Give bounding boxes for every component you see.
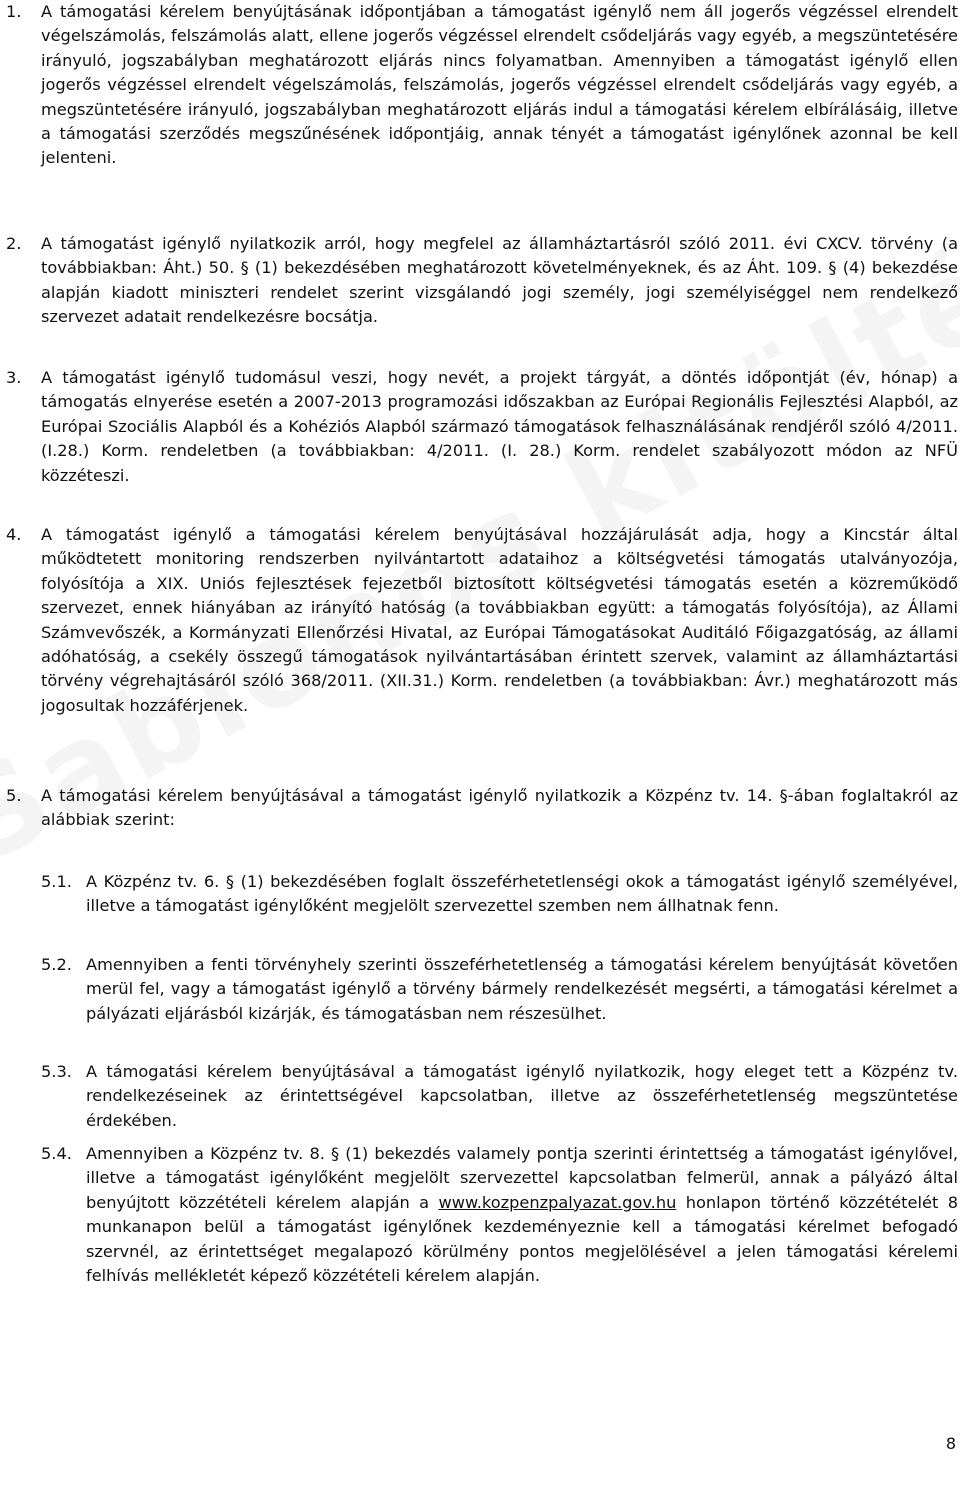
item-text: A támogatási kérelem benyújtásával a támogatást igénylő nyilatkozik a Közpénz tv. 14. §-ában foglaltakról az alábbiak szerint:	[41, 786, 958, 830]
sub-item-5-3	[0, 1060, 958, 1133]
sub-item-number: 5.4.	[41, 1144, 72, 1163]
sub-item-text-before: Amennyiben a Közpénz tv. 8. § (1) bekezdés valamely pontja szerinti érintettség a támogatást igénylővel, illetve a támogatást igénylőként megjelölt szervezettel kapcsolatban felmerül, annak a pályázó által benyújtott közzétételi kérelem alapján a	[86, 1144, 958, 1212]
sub-item-text: Amennyiben a fenti törvényhely szerinti összeférhetetlenség a támogatási kérelem benyújtását követően merül fel, vagy a támogatást igénylő a törvény bármely rendelkezését megsérti, a támogatási kérelmet a pályázati eljárásból kizárják, és támogatásban nem részesülhet.	[86, 955, 958, 1023]
list-item-2	[0, 232, 958, 330]
sub-item-5-2	[0, 953, 958, 1026]
sub-item-number: 5.2.	[41, 955, 72, 974]
item-number: 2.	[6, 234, 22, 253]
item-number: 1.	[6, 2, 22, 21]
list-item-1	[0, 0, 958, 171]
sub-item-number: 5.1.	[41, 872, 72, 891]
item-number: 3.	[6, 368, 22, 387]
item-text: A támogatást igénylő nyilatkozik arról, hogy megfelel az államháztartásról szóló 2011. évi CXCV. törvény (a továbbiakban: Áht.) 50. § (1) bekezdésében meghatározott követelményeknek, és az Áht. 109. § (4) bekezdése alapján kiadott miniszteri rendelet szerint vizsgálandó jogi személy, jogi személyiséggel nem rendelkező szervezet adatait rendelkezésre bocsátja.	[41, 234, 958, 327]
sub-item-text-after: honlapon történő közzétételét 8 munkanapon belül a támogatást igénylőnek kezdeményeznie kell a támogatási kérelmet befogadó szervnél, az érintettséget megalapozó körülmény pontos megjelölésével a jelen támogatási kérelemi felhívás mellékletét képező közzétételi kérelem alapján.	[86, 1192, 958, 1286]
item-number: 4.	[6, 525, 22, 544]
item-text: A támogatást igénylő tudomásul veszi, hogy nevét, a projekt tárgyát, a döntés időpontját (év, hónap) a támogatás elnyerése esetén a 2007-2013 programozási időszakban az Európai Regionális Fejlesztési Alapból, az Európai Szociális Alapból és a Kohéziós Alapból származó támogatások felhasználásának rendjéről szóló 4/2011. (I.28.) Korm. rendeletben (a továbbiakban: 4/2011. (I. 28.) Korm. rendelet szabályozott módon az NFÜ közzéteszi.	[41, 368, 958, 485]
item-text: A támogatást igénylő a támogatási kérelem benyújtásával hozzájárulását adja, hogy a Kincstár által működtetett monitoring rendszerben nyilvántartott adataihoz a költségvetési támogatás utalványozója, folyósítója a XIX. Uniós fejlesztések fejezetből biztosított költségvetési támogatás esetén a közreműködő szervezet, ennek hiányában az irányító hatóság (a továbbiakban együtt: a támogatás folyósítója), az Állami Számvevőszék, a Kormányzati Ellenőrzési Hivatal, az Európai Támogatásokat Auditáló Főigazgatóság, az állami adóhatóság, a csekély összegű támogatások nyilvántartásában érintett szervek, valamint az államháztartási törvény végrehajtásáról szóló 368/2011. (XII.31.) Korm. rendeletben (a továbbiakban: Ávr.) meghatározott más jogosultak hozzáférjenek.	[41, 525, 958, 715]
sub-item-text: A támogatási kérelem benyújtásával a támogatást igénylő nyilatkozik, hogy eleget tett a Közpénz tv. rendelkezéseinek az érintettségével kapcsolatban, illetve az összeférhetetlenség megszüntetése érdekében.	[86, 1062, 958, 1130]
sub-item-5-4	[0, 1142, 958, 1288]
website-link[interactable]: www.kozpenzpalyazat.gov.hu	[438, 1192, 677, 1212]
sub-item-5-1	[0, 870, 958, 919]
item-text: A támogatási kérelem benyújtásának időpontjában a támogatást igénylő nem áll jogerős végzéssel elrendelt végelszámolás, felszámolás alatt, ellene jogerős végzéssel elrendelt csődeljárás vagy egyéb, a megszüntetésére irányuló, jogszabályban meghatározott eljárás nincs folyamatban. Amennyiben a támogatást igénylő ellen jogerős végzéssel elrendelt végelszámolás, felszámolás, jogerős végzéssel elrendelt csődeljárás vagy egyéb, a megszüntetésére irányuló, jogszabályban meghatározott eljárás indul a támogatási kérelem elbírálásáig, illetve a támogatási szerződés megszűnésének időpontjáig, annak tényét a támogatást igénylőnek azonnal be kell jelenteni.	[41, 2, 958, 168]
list-item-3	[0, 366, 958, 488]
list-item-4	[0, 523, 958, 718]
page-number: 8	[945, 1434, 956, 1453]
item-number: 5.	[6, 786, 22, 805]
sub-item-text: A Közpénz tv. 6. § (1) bekezdésében foglalt összeférhetetlenségi okok a támogatást igénylő személyével, illetve a támogatást igénylőként megjelölt szervezettel szemben nem állhatnak fenn.	[86, 872, 958, 916]
list-item-5	[0, 784, 958, 833]
sub-item-number: 5.3.	[41, 1062, 72, 1081]
